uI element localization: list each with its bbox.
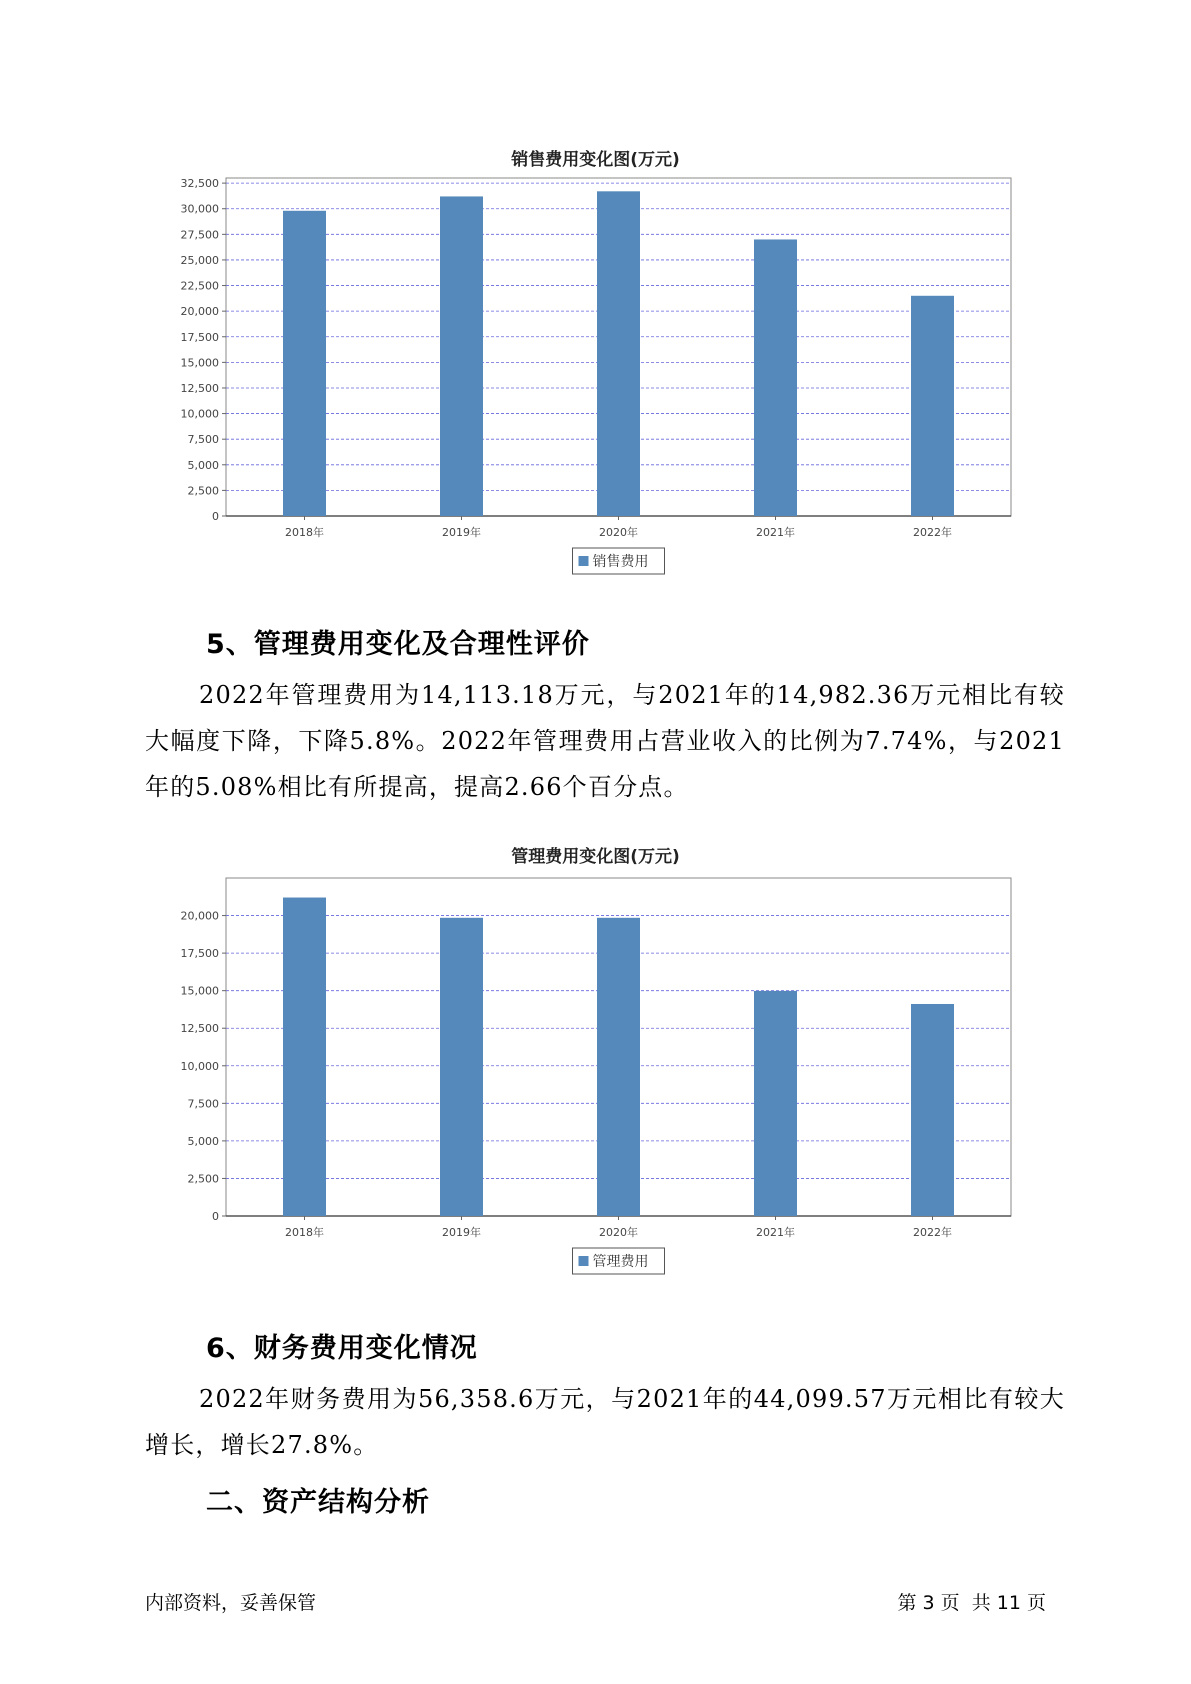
footer-confidential: 内部资料，妥善保管 — [145, 1592, 317, 1614]
sales-chart-title: 销售费用变化图(万元) — [511, 150, 680, 170]
y-tick-label: 7,500 — [187, 433, 219, 447]
y-tick-label: 20,000 — [180, 909, 219, 923]
y-tick-label: 10,000 — [180, 1059, 219, 1073]
y-tick-label: 5,000 — [187, 1134, 219, 1148]
x-tick-label: 2018年 — [285, 526, 324, 539]
y-tick-label: 20,000 — [180, 305, 219, 319]
bar — [597, 918, 640, 1216]
sales-expense-chart — [0, 170, 1191, 590]
y-tick-label: 0 — [212, 510, 219, 523]
section-5-heading: 5、管理费用变化及合理性评价 — [206, 629, 590, 660]
admin-chart-title: 管理费用变化图(万元) — [511, 847, 680, 867]
y-tick-label: 30,000 — [180, 202, 219, 216]
y-tick-label: 25,000 — [180, 253, 219, 267]
y-tick-label: 15,000 — [180, 984, 219, 998]
x-tick-label: 2019年 — [442, 1226, 481, 1239]
y-tick-label: 10,000 — [180, 407, 219, 421]
bar — [754, 991, 797, 1216]
x-tick-label: 2022年 — [913, 1226, 952, 1239]
x-tick-label: 2019年 — [442, 526, 481, 539]
y-tick-label: 5,000 — [187, 458, 219, 472]
bar — [911, 1004, 954, 1216]
x-tick-label: 2018年 — [285, 1226, 324, 1239]
bar — [911, 296, 954, 516]
section-two-heading: 二、资产结构分析 — [206, 1487, 430, 1518]
bar — [754, 239, 797, 516]
y-tick-label: 2,500 — [187, 484, 219, 498]
x-tick-label: 2021年 — [756, 526, 795, 539]
section-5-paragraph: 2022年管理费用为14,113.18万元，与2021年的14,982.36万元相比有较大幅度下降，下降5.8%。2022年管理费用占营业收入的比例为7.74%，与2021年的5.08%相比有所提高，提高2.66个百分点。 — [145, 681, 1065, 801]
bar — [283, 898, 326, 1216]
y-tick-label: 12,500 — [180, 1022, 219, 1036]
y-tick-label: 0 — [212, 1210, 219, 1223]
y-tick-label: 12,500 — [180, 381, 219, 395]
y-tick-label: 7,500 — [187, 1097, 219, 1111]
y-tick-label: 32,500 — [180, 177, 219, 191]
x-tick-label: 2020年 — [599, 1226, 638, 1239]
y-tick-label: 17,500 — [180, 947, 219, 961]
bar — [440, 196, 483, 516]
section-6-heading: 6、财务费用变化情况 — [206, 1333, 478, 1364]
legend-label: 销售费用 — [592, 554, 649, 570]
section-6-paragraph: 2022年财务费用为56,358.6万元，与2021年的44,099.57万元相比有较大增长，增长27.8%。 — [145, 1385, 1065, 1459]
bar — [597, 191, 640, 516]
legend-label: 管理费用 — [592, 1254, 649, 1270]
y-tick-label: 27,500 — [180, 228, 219, 242]
y-tick-label: 22,500 — [180, 279, 219, 293]
bar — [283, 211, 326, 516]
x-tick-label: 2020年 — [599, 526, 638, 539]
x-tick-label: 2022年 — [913, 526, 952, 539]
legend-swatch — [579, 556, 589, 566]
y-tick-label: 2,500 — [187, 1172, 219, 1186]
y-tick-label: 15,000 — [180, 356, 219, 370]
bar — [440, 918, 483, 1216]
x-tick-label: 2021年 — [756, 1226, 795, 1239]
legend-swatch — [579, 1256, 589, 1266]
admin-expense-chart — [0, 870, 1191, 1290]
y-tick-label: 17,500 — [180, 330, 219, 344]
footer-page-number: 第 3 页 共 11 页 — [897, 1592, 1046, 1614]
